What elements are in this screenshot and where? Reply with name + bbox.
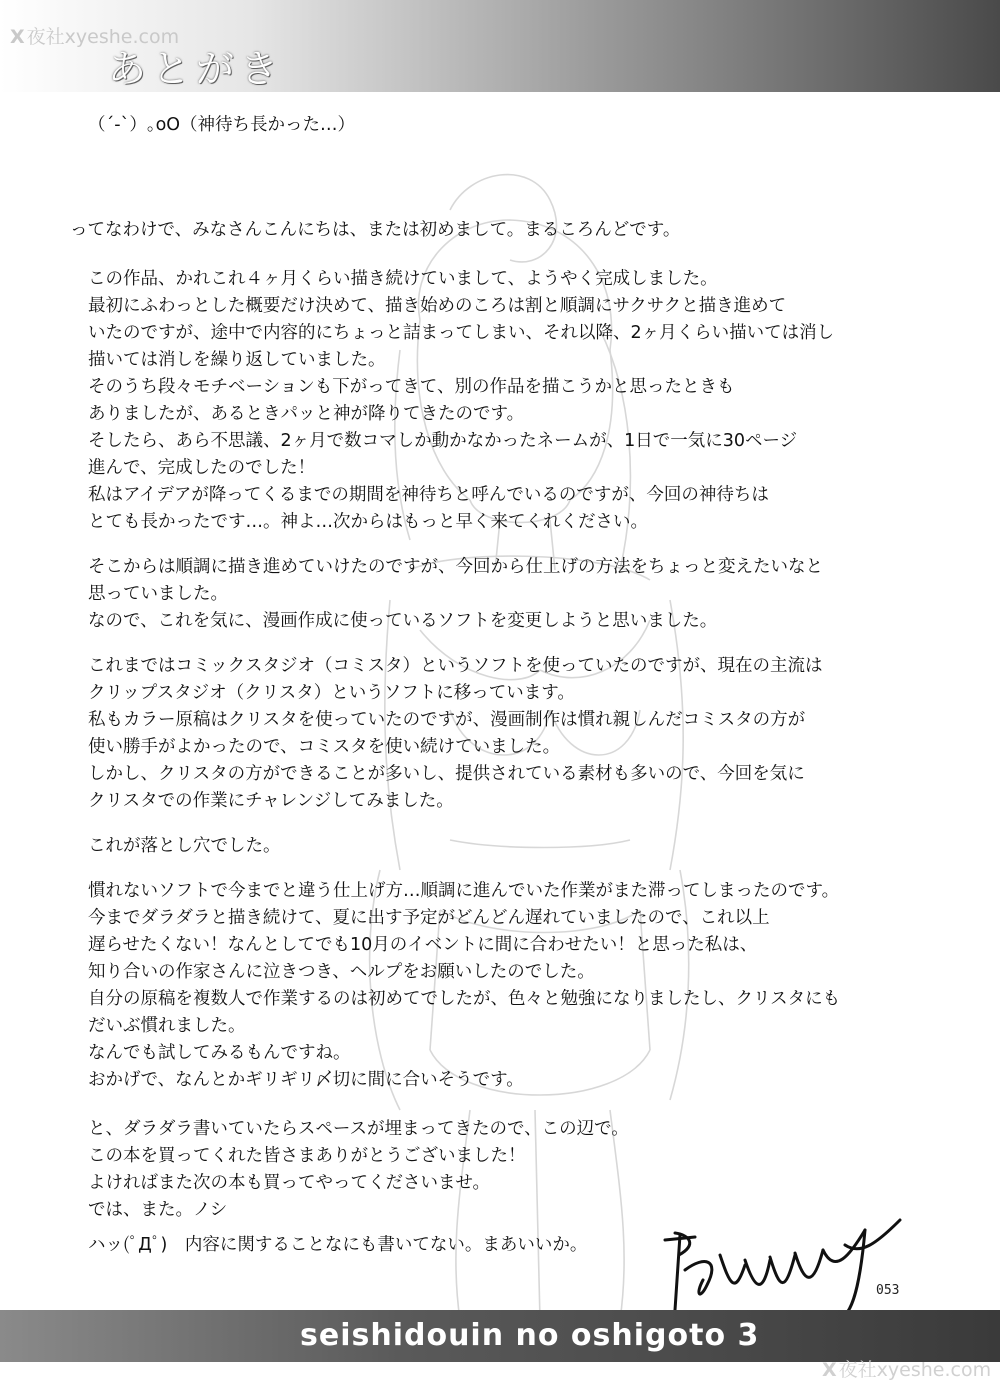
- paragraph: 慣れないソフトで今までと違う仕上げ方…順調に進んでいた作業がまた滞ってしまったのです。: [88, 881, 840, 901]
- paragraph: （´-`）｡oO（神待ち長かった…）: [88, 115, 356, 135]
- paragraph: そしたら、あら不思議、2ヶ月で数コマしか動かなかったネームが、1日で一気に30ページ 進んで、完成したのでした！: [88, 431, 798, 478]
- paragraph: 自分の原稿を複数人で作業するのは初めてでしたが、色々と勉強になりましたし、クリスタにも だいぶ慣れました。: [88, 989, 841, 1036]
- paragraph: ってなわけで、みなさんこんにちは、または初めまして。まるころんどです。: [70, 220, 681, 240]
- paragraph: 今までダラダラと描き続けて、夏に出す予定がどんどん遅れていましたので、これ以上 遅らせたくない！なんとしてでも10月のイベントに間に合わせたい！と思った私は、 知り合いの作家さんに泣きつき、ヘルプをお願いしたのでした。: [88, 908, 770, 982]
- page-number: 053: [876, 1283, 900, 1298]
- page-title: あとがき: [108, 47, 285, 91]
- paragraph: しかし、クリスタの方ができることが多いし、提供されている素材も多いので、今回を気に クリスタでの作業にチャレンジしてみました。: [88, 764, 805, 811]
- paragraph: この作品、かれこれ４ヶ月くらい描き続けていまして、ようやく完成しました。: [88, 269, 718, 289]
- paragraph: なんでも試してみるもんですね。: [88, 1043, 351, 1063]
- author-signature: [635, 1215, 915, 1320]
- watermark-mark-icon: X: [822, 1359, 837, 1381]
- paragraph: これが落とし穴でした。: [88, 836, 281, 856]
- book-title: seishidouin no oshigoto 3: [300, 1318, 760, 1353]
- paragraph: と、ダラダラ書いていたらスペースが埋まってきたので、この辺で。 この本を買ってくれた皆さまありがとうございました！ よければまた次の本も買ってやってくださいませ。 では、また。ノシ: [88, 1119, 629, 1220]
- paragraph: おかげで、なんとかギリギリ〆切に間に合いそうです。: [88, 1070, 524, 1090]
- paragraph: 私はアイデアが降ってくるまでの期間を神待ちと呼んでいるのですが、今回の神待ちは とても長かったです…。神よ…次からはもっと早く来てくれください。: [88, 485, 769, 532]
- paragraph: なので、これを気に、漫画作成に使っているソフトを変更しようと思いました。: [88, 611, 718, 631]
- afterword-body: [70, 112, 870, 1259]
- watermark-mark-icon: X: [10, 26, 25, 48]
- paragraph: そのうち段々モチベーションも下がってきて、別の作品を描こうかと思ったときも ありましたが、あるときパッと神が降りてきたのです。: [88, 377, 735, 424]
- paragraph: ハッ(ﾟДﾟ) 内容に関することなにも書いてない。まあいいか。: [88, 1235, 588, 1255]
- watermark-top: [10, 22, 179, 49]
- watermark-top-text: 夜社xyeshe.com: [26, 26, 180, 48]
- paragraph: 私もカラー原稿はクリスタを使っていたのですが、漫画制作は慣れ親しんだコミスタの方が 使い勝手がよかったので、コミスタを使い続けていました。: [88, 710, 806, 757]
- paragraph: 最初にふわっとした概要だけ決めて、描き始めのころは割と順調にサクサクと描き進めて いたのですが、途中で内容的にちょっと詰まってしまい、それ以降、2ヶ月くらい描いては消し 描いては消しを繰り返していました。: [88, 296, 835, 370]
- paragraph: これまではコミックスタジオ（コミスタ）というソフトを使っていたのですが、現在の主流は クリップスタジオ（クリスタ）というソフトに移っています。: [88, 656, 823, 703]
- paragraph: そこからは順調に描き進めていけたのですが、今回から仕上げの方法をちょっと変えたいなと 思っていました。: [88, 557, 823, 604]
- watermark-bottom: [822, 1355, 991, 1382]
- watermark-bottom-text: 夜社xyeshe.com: [838, 1359, 992, 1381]
